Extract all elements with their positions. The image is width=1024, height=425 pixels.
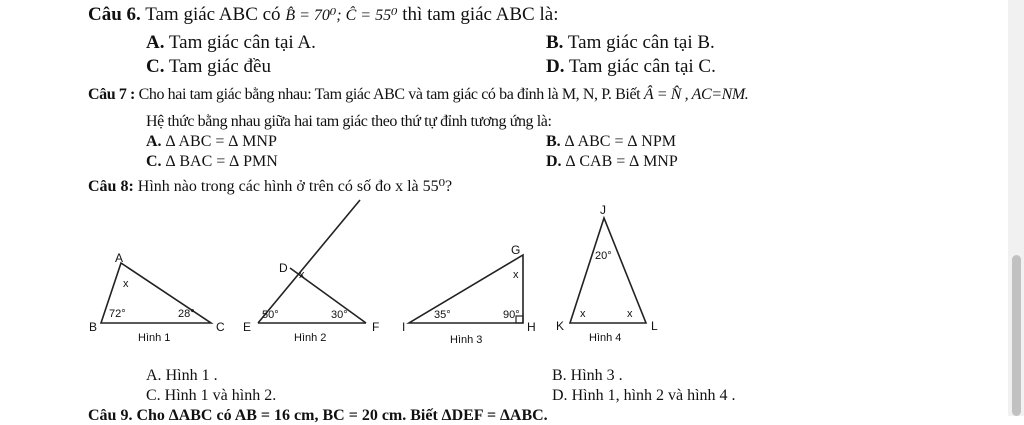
- q7-option-d-key: D.: [546, 153, 562, 170]
- fig4-label-x2: x: [627, 308, 633, 320]
- fig4-angle-j: 20°: [595, 250, 612, 262]
- q8-option-c-key: C.: [146, 387, 161, 404]
- q8-option-a[interactable]: [146, 367, 218, 385]
- q6-option-d-text: Tam giác cân tại C.: [568, 56, 716, 77]
- fig3-angle-h: 90°: [503, 309, 520, 321]
- fig1-label-b: B: [89, 320, 98, 334]
- fig3-label-g: G: [511, 243, 521, 257]
- fig4-label-k: K: [556, 319, 565, 333]
- q7-math: Â = N̂ , AC=NM.: [643, 86, 749, 103]
- q8-option-d-key: D.: [552, 387, 568, 404]
- fig3-caption: Hình 3: [450, 334, 483, 346]
- fig1-angle-c: 28°: [178, 308, 195, 320]
- q8-stem: Hình nào trong các hình ở trên có số đo x là 55⁰?: [137, 178, 453, 195]
- q7-option-d-text: ∆ CAB = ∆ MNP: [565, 153, 678, 170]
- fig1-label-c: C: [216, 320, 225, 334]
- fig2-side-ed: [258, 200, 360, 323]
- q6-math: B̂ = 70⁰; Ĉ = 55⁰: [285, 7, 398, 24]
- q8-option-d-text: Hình 1, hình 2 và hình 4 .: [571, 387, 736, 404]
- q7-option-c-key: C.: [146, 153, 162, 170]
- next-question-partial: Câu 9. Cho ∆ABC có AB = 16 cm, BC = 20 cm. Biết ∆DEF = ∆ABC.: [88, 407, 548, 424]
- fig2-angle-e: 50°: [262, 309, 279, 321]
- fig3-label-h: H: [527, 320, 536, 334]
- q8-option-d[interactable]: [552, 387, 736, 405]
- q7-label: Câu 7 :: [88, 86, 135, 103]
- fig3-label-i: I: [402, 320, 406, 334]
- q7-line2: Hệ thức bằng nhau giữa hai tam giác theo thứ tự đỉnh tương ứng là:: [146, 113, 552, 130]
- q7-option-a-key: A.: [146, 133, 162, 150]
- q7-option-b-key: B.: [546, 133, 561, 150]
- q6-option-d-key: D.: [546, 56, 565, 77]
- q7-stem: Cho hai tam giác bằng nhau: Tam giác ABC và tam giác có ba đỉnh là M, N, P. Biết: [138, 86, 641, 103]
- fig1-label-a: A: [115, 251, 124, 265]
- q8-option-b-text: Hình 3 .: [570, 367, 623, 384]
- q6-option-c-key: C.: [146, 56, 165, 77]
- fig2-label-d: D: [279, 261, 288, 275]
- q7-option-a-text: ∆ ABC = ∆ MNP: [165, 133, 277, 150]
- q7-option-b-text: ∆ ABC = ∆ NPM: [564, 133, 676, 150]
- fig4-label-j: J: [600, 203, 606, 217]
- q6-option-b-key: B.: [546, 32, 564, 53]
- q8-option-c-text: Hình 1 và hình 2.: [164, 387, 277, 404]
- vertical-scrollbar[interactable]: [1008, 0, 1024, 416]
- fig1-label-x: x: [123, 278, 129, 290]
- fig2-caption: Hình 2: [294, 332, 327, 344]
- q8-option-b-key: B.: [552, 367, 567, 384]
- q6-option-a-key: A.: [146, 32, 165, 53]
- scrollbar-thumb[interactable]: [1012, 255, 1021, 416]
- fig1-caption: Hình 1: [138, 332, 171, 344]
- fig2-label-e: E: [243, 320, 252, 334]
- q6-stem: Tam giác ABC có: [145, 4, 281, 25]
- fig1-angle-b: 72°: [109, 308, 126, 320]
- q8-option-b[interactable]: [552, 367, 623, 385]
- q8-label: Câu 8:: [88, 178, 134, 195]
- fig4-label-l: L: [651, 319, 658, 333]
- q6-tail: thì tam giác ABC là:: [402, 4, 559, 25]
- q7-option-c-text: ∆ BAC = ∆ PMN: [165, 153, 278, 170]
- fig4-caption: Hình 4: [589, 332, 622, 344]
- fig2-label-f: F: [372, 320, 380, 334]
- q6-label: Câu 6.: [88, 4, 141, 25]
- fig2-angle-f: 30°: [331, 309, 348, 321]
- q6-option-b-text: Tam giác cân tại B.: [567, 32, 715, 53]
- q6-option-a-text: Tam giác cân tại A.: [168, 32, 316, 53]
- fig3-angle-i: 35°: [434, 309, 451, 321]
- q8-option-a-text: Hình 1 .: [165, 367, 218, 384]
- q8-option-a-key: A.: [146, 367, 162, 384]
- q8-option-c[interactable]: [146, 387, 276, 405]
- fig2-label-x: x: [299, 269, 305, 281]
- fig3-label-x: x: [513, 269, 519, 281]
- fig4-label-x1: x: [580, 308, 586, 320]
- q6-option-c-text: Tam giác đều: [168, 56, 271, 77]
